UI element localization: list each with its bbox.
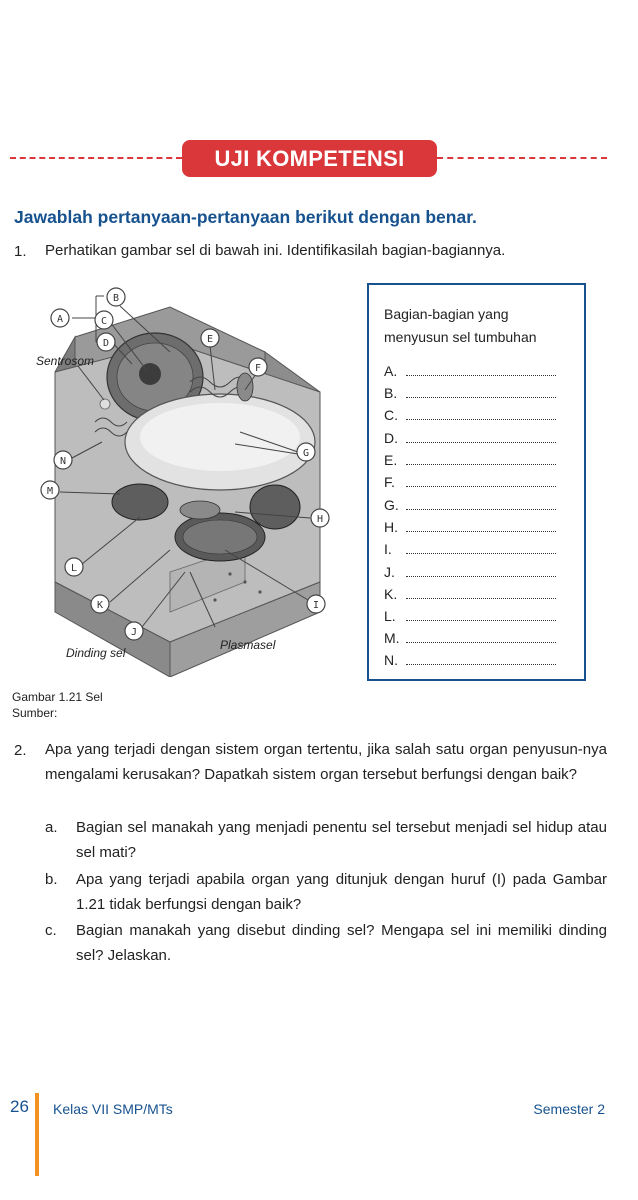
answer-row-h: H. xyxy=(384,519,556,535)
svg-text:A: A xyxy=(56,314,64,325)
answer-box xyxy=(367,283,586,681)
answer-blank xyxy=(406,433,556,443)
answer-blank xyxy=(406,655,556,665)
svg-text:N: N xyxy=(59,456,67,467)
answer-row-m: M. xyxy=(384,630,556,646)
svg-text:D: D xyxy=(102,338,110,349)
label-f xyxy=(249,358,267,376)
answer-blank xyxy=(406,388,556,398)
answer-blank xyxy=(406,410,556,420)
answer-blank xyxy=(406,567,556,577)
answer-row-j: J. xyxy=(384,564,556,580)
answer-blank xyxy=(406,633,556,643)
plant-cell-figure xyxy=(20,282,355,677)
answer-blank xyxy=(406,544,556,554)
footer-accent-bar xyxy=(35,1093,39,1176)
answer-row-c: C. xyxy=(384,407,556,423)
answer-row-l: L. xyxy=(384,608,556,624)
label-d xyxy=(97,333,115,351)
answer-blank xyxy=(406,611,556,621)
question-1-text: Perhatikan gambar sel di bawah ini. Identifikasilah bagian-bagiannya. xyxy=(45,242,506,259)
section-banner: UJI KOMPETENSI xyxy=(182,140,437,177)
question-2a-text: Bagian sel manakah yang menjadi penentu sel tersebut menjadi sel hidup atau sel mati? xyxy=(76,819,607,861)
answer-blank xyxy=(406,455,556,465)
question-2-text: Apa yang terjadi dengan sistem organ tertentu, jika salah satu organ penyusun-nya mengalami kerusakan? Dapatkah sistem organ tersebut berfungsi dengan baik? xyxy=(45,741,607,783)
banner-dash-left xyxy=(10,157,182,159)
answer-row-i: I. xyxy=(384,541,556,557)
answer-row-e: E. xyxy=(384,452,556,468)
svg-text:B: B xyxy=(112,293,120,304)
answer-row-n: N. xyxy=(384,652,556,668)
question-2c-letter: c. xyxy=(45,922,57,939)
footer-class-label: Kelas VII SMP/MTs xyxy=(53,1101,173,1117)
question-2a-letter: a. xyxy=(45,819,58,836)
answer-row-g: G. xyxy=(384,497,556,513)
svg-text:G: G xyxy=(302,448,310,459)
footer-semester-label: Semester 2 xyxy=(533,1101,605,1117)
label-h xyxy=(311,509,329,527)
question-1-number: 1. xyxy=(14,243,27,260)
label-c xyxy=(95,311,113,329)
label-i xyxy=(307,595,325,613)
question-2-number: 2. xyxy=(14,742,27,759)
label-l xyxy=(65,558,83,576)
label-plasmasel: Plasmasel xyxy=(220,638,276,652)
answer-blank xyxy=(406,589,556,599)
label-b xyxy=(107,288,125,306)
svg-text:M: M xyxy=(46,486,54,497)
answer-row-f: F. xyxy=(384,474,556,490)
label-a xyxy=(51,309,69,327)
figure-source: Sumber: xyxy=(12,706,58,720)
instruction-heading: Jawablah pertanyaan-pertanyaan berikut dengan benar. xyxy=(14,207,477,227)
answer-row-k: K. xyxy=(384,586,556,602)
label-sentrosom: Sentrosom xyxy=(36,354,95,368)
question-2c-text: Bagian manakah yang disebut dinding sel? Mengapa sel ini memiliki dinding sel? Jelaskan. xyxy=(76,922,607,964)
label-n xyxy=(54,451,72,469)
svg-text:I: I xyxy=(312,600,320,611)
label-g xyxy=(297,443,315,461)
label-j xyxy=(125,622,143,640)
label-e xyxy=(201,329,219,347)
answer-row-a: A. xyxy=(384,363,556,379)
answer-blank xyxy=(406,366,556,376)
page-number: 26 xyxy=(10,1097,29,1116)
answer-row-d: D. xyxy=(384,430,556,446)
figure-caption: Gambar 1.21 Sel xyxy=(12,690,103,704)
svg-text:J: J xyxy=(130,627,138,638)
svg-text:C: C xyxy=(100,316,108,327)
answer-blank xyxy=(406,522,556,532)
banner-dash-right xyxy=(437,157,607,159)
answer-blank xyxy=(406,477,556,487)
svg-text:L: L xyxy=(70,563,78,574)
label-dinding-sel: Dinding sel xyxy=(66,646,126,660)
plant-cell-illustration xyxy=(20,282,355,677)
svg-text:F: F xyxy=(254,363,262,374)
answer-row-b: B. xyxy=(384,385,556,401)
label-k xyxy=(91,595,109,613)
answer-box-title: Bagian-bagian yang menyusun sel tumbuhan xyxy=(384,306,537,345)
question-2b-text: Apa yang terjadi apabila organ yang ditunjuk dengan huruf (I) pada Gambar 1.21 tidak berfungsi dengan baik? xyxy=(76,871,607,913)
answer-blank xyxy=(406,500,556,510)
svg-text:K: K xyxy=(96,600,104,611)
svg-text:E: E xyxy=(206,334,214,345)
question-2b-letter: b. xyxy=(45,871,58,888)
label-m xyxy=(41,481,59,499)
svg-text:H: H xyxy=(316,514,324,525)
